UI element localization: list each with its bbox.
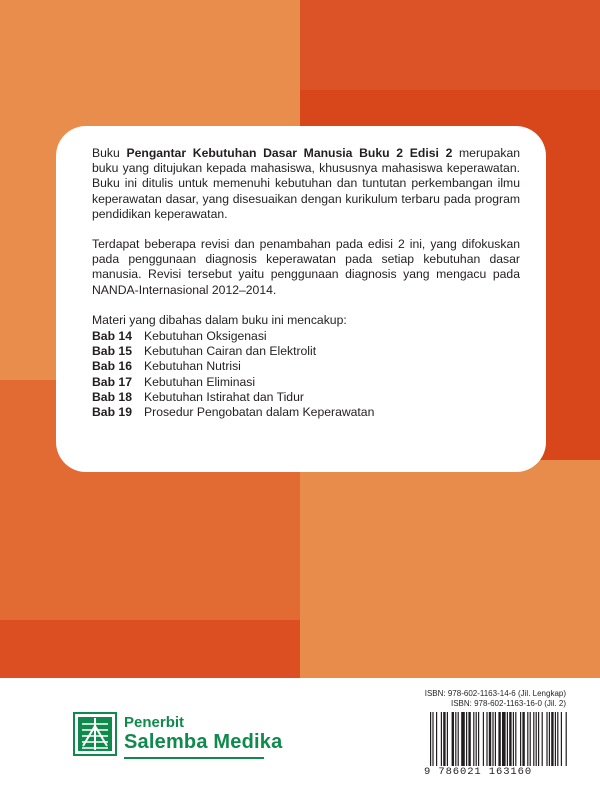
barcode-bar bbox=[452, 712, 454, 766]
barcode-bar bbox=[441, 712, 442, 766]
barcode-bar bbox=[507, 712, 508, 766]
barcode-bar bbox=[536, 712, 537, 766]
barcode-bar bbox=[555, 712, 556, 766]
publisher-name: Salemba Medika bbox=[124, 731, 283, 753]
chapter-item bbox=[92, 375, 520, 390]
chapter-title: Kebutuhan Oksigenasi bbox=[144, 329, 267, 344]
barcode-bar bbox=[473, 712, 474, 766]
barcode-bar bbox=[478, 712, 479, 766]
color-block bbox=[300, 0, 600, 90]
chapter-item bbox=[92, 359, 520, 374]
barcode-bar bbox=[533, 712, 534, 766]
barcode-bar bbox=[461, 712, 465, 766]
barcode-bar bbox=[432, 712, 433, 766]
chapter-title: Kebutuhan Eliminasi bbox=[144, 374, 256, 389]
description-paragraph-2: Terdapat beberapa revisi dan penambahan pada edisi 2 ini, yang difokuskan pada penggunaan diagnosis keperawatan pada setiap kebutuhan dasar manusia. Revisi tersebut yaitu penggunaan diagnosis yang mengacu pada NANDA-Internasional 2012–2014. bbox=[92, 237, 520, 297]
chapter-item bbox=[92, 405, 520, 420]
chapter-number: Bab 19 bbox=[92, 405, 132, 420]
chapter-item bbox=[92, 344, 520, 359]
barcode-bar bbox=[549, 712, 550, 766]
barcode-bar bbox=[515, 712, 516, 766]
barcode bbox=[428, 712, 568, 766]
publisher-logo-icon bbox=[73, 712, 117, 756]
barcode-digits: 9 786021 163160 bbox=[424, 766, 533, 778]
isbn-complete-set: ISBN: 978-602-1163-14-6 (Jil. Lengkap) bbox=[424, 689, 566, 698]
publisher-label: Penerbit bbox=[124, 714, 185, 731]
p1-rest: merupakan buku yang ditujukan kepada mahasiswa, khususnya mahasiswa keperawatan. Buku ini ditulis untuk memenuhi kebutuhan dan tuntutan perkembangan ilmu keperawatan dasar, yang disesuaikan dengan kurikulum terbaru pada program pendidikan keperawatan. bbox=[92, 146, 521, 221]
p1-lead: Buku bbox=[92, 146, 127, 160]
barcode-bar bbox=[468, 712, 470, 766]
publisher-underline bbox=[124, 757, 264, 759]
chapter-item bbox=[92, 329, 520, 344]
barcode-bar bbox=[566, 712, 567, 766]
color-block bbox=[300, 460, 600, 678]
barcode-bar bbox=[455, 712, 456, 766]
chapter-number: Bab 14 bbox=[92, 329, 132, 344]
barcode-bar bbox=[486, 712, 487, 766]
chapter-title: Kebutuhan Cairan dan Elektrolit bbox=[144, 344, 317, 359]
barcode-bar bbox=[502, 712, 506, 766]
barcode-bar bbox=[483, 712, 484, 766]
barcode-bar bbox=[443, 712, 445, 766]
color-block bbox=[0, 620, 300, 678]
barcode-bar bbox=[466, 712, 467, 766]
barcode-bar bbox=[538, 712, 539, 766]
barcode-bar bbox=[495, 712, 496, 766]
chapter-title: Kebutuhan Nutrisi bbox=[144, 359, 241, 374]
barcode-bar bbox=[447, 712, 448, 766]
book-title: Pengantar Kebutuhan Dasar Manusia Buku 2 Edisi 2 bbox=[126, 146, 453, 160]
chapter-list bbox=[92, 329, 520, 420]
chapter-item bbox=[92, 390, 520, 405]
barcode-bar bbox=[492, 712, 493, 766]
barcode-bar bbox=[458, 712, 459, 766]
barcode-bar bbox=[522, 712, 524, 766]
barcode-bar bbox=[551, 712, 553, 766]
chapter-number: Bab 18 bbox=[92, 389, 132, 404]
barcode-bar bbox=[546, 712, 547, 766]
contents-intro: Materi yang dibahas dalam buku ini mencakup: bbox=[92, 312, 347, 327]
isbn-volume: ISBN: 978-602-1163-16-0 (Jil. 2) bbox=[450, 699, 566, 708]
barcode-bar bbox=[561, 712, 562, 766]
barcode-bar bbox=[513, 712, 514, 766]
barcode-bar bbox=[476, 712, 477, 766]
barcode-bar bbox=[530, 712, 531, 766]
barcode-bar bbox=[489, 712, 491, 766]
chapter-title: Prosedur Pengobatan dalam Keperawatan bbox=[144, 405, 375, 420]
barcode-bar bbox=[542, 712, 543, 766]
description-paragraph-1 bbox=[92, 146, 520, 222]
barcode-bar bbox=[509, 712, 511, 766]
barcode-bar bbox=[430, 712, 431, 766]
barcode-bar bbox=[436, 712, 437, 766]
chapter-number: Bab 16 bbox=[92, 359, 132, 374]
barcode-bar bbox=[520, 712, 521, 766]
description-panel bbox=[56, 126, 546, 472]
chapter-number: Bab 15 bbox=[92, 344, 132, 359]
barcode-bar bbox=[557, 712, 558, 766]
barcode-bar bbox=[527, 712, 528, 766]
barcode-bar bbox=[498, 712, 500, 766]
chapter-number: Bab 17 bbox=[92, 374, 132, 389]
chapter-title: Kebutuhan Istirahat dan Tidur bbox=[144, 389, 304, 404]
